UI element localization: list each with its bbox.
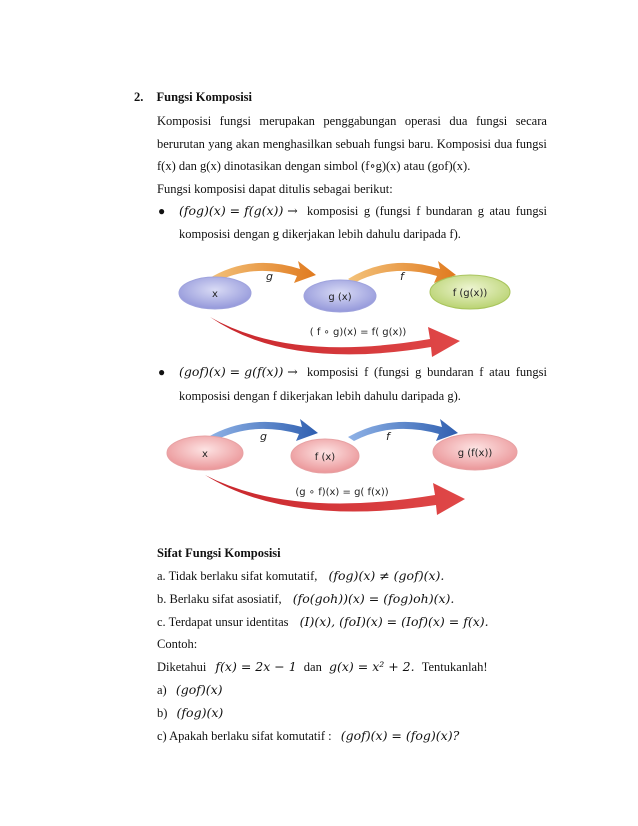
sifat-c (157, 614, 489, 630)
node-fgx-label: f (g(x)) (452, 288, 488, 299)
question-b-math: (fog)(x) (176, 705, 224, 720)
arrow1-label: g (260, 430, 267, 443)
bullet1-formula: (fog)(x) = f(g(x)) → (179, 203, 298, 218)
paragraph-line-2 (157, 136, 547, 152)
question-b (157, 705, 223, 721)
paragraph-word: secara (515, 114, 547, 128)
question-a (157, 682, 223, 698)
paragraph-word: akan (235, 137, 260, 151)
sifat-b-math: (fo(goh))(x) = (fog)oh)(x). (292, 591, 455, 606)
contoh-label: Contoh: (157, 637, 198, 651)
given-text-1: Diketahui (157, 660, 207, 674)
paragraph-2: Fungsi komposisi dapat ditulis sebagai berikut: (157, 182, 393, 196)
section-number: 2. (134, 90, 144, 104)
node-fx-label: f (x) (314, 452, 336, 463)
bullet2-word: f (364, 365, 369, 379)
bullet1-word: komposisi (307, 204, 359, 218)
sifat-a-math: (fog)(x) ≠ (gof)(x). (328, 568, 445, 583)
bullet2-word: atau (489, 365, 510, 379)
paragraph-word: fungsi (515, 137, 547, 151)
sifat-c-text: c. Terdapat unsur identitas (157, 615, 289, 629)
composite-result-label: (g ∘ f)(x) = g( f(x)) (295, 487, 389, 498)
question-a-math: (gof)(x) (175, 682, 223, 697)
bullet2-word: (fungsi (373, 365, 410, 379)
paragraph-word: fungsi (373, 137, 405, 151)
question-c-math: (gof)(x) = (fog)(x)? (340, 728, 460, 743)
bullet2-line-1 (307, 364, 547, 380)
sifat-c-math: (I)(x), (foI)(x) = (Iof)(x) = f(x). (299, 614, 489, 629)
paragraph-word: Komposisi (436, 137, 491, 151)
bullet1-line-2: komposisi dengan g dikerjakan lebih dahulu daripada f). (179, 227, 461, 241)
bullet1-word: g (477, 204, 485, 218)
composite-result-label: ( f ∘ g)(x) = f( g(x)) (309, 327, 407, 338)
bullet1-word: f (416, 204, 421, 218)
question-b-label: b) (157, 706, 168, 720)
arrow-f-icon (348, 419, 458, 441)
node-gx-label: g (x) (328, 292, 352, 303)
paragraph-word: Komposisi (157, 114, 212, 128)
node-x-label: x (212, 289, 218, 300)
sifat-b-text: b. Berlaku sifat asosiatif, (157, 592, 282, 606)
question-c-text: c) Apakah berlaku sifat komutatif : (157, 729, 332, 743)
arrow2-label: f (386, 430, 390, 443)
paragraph-word: menghasilkan (262, 137, 333, 151)
sifat-title: Sifat Fungsi Komposisi (157, 546, 281, 560)
bullet2-line-2: komposisi dengan f dikerjakan lebih dahulu daripada g). (179, 389, 461, 403)
paragraph-word: dua (449, 114, 468, 128)
paragraph-word: dua (494, 137, 513, 151)
bullet2-word: bundaran (427, 365, 474, 379)
bullet2-word: komposisi (307, 365, 359, 379)
bullet1-word: (fungsi (375, 204, 411, 218)
bullet2-word: fungsi (515, 365, 547, 379)
composition-diagram-fog (170, 255, 530, 365)
given-text-2: Tentukanlah! (421, 660, 488, 674)
paragraph-word: fungsi (219, 114, 251, 128)
paragraph-word: yang (208, 137, 233, 151)
sifat-a-text: a. Tidak berlaku sifat komutatif, (157, 569, 318, 583)
node-gfx-label: g (f(x)) (457, 448, 493, 459)
paragraph-word: penggabungan (323, 114, 397, 128)
bullet-dot: ● (158, 204, 166, 218)
bullet1-word: fungsi (515, 204, 547, 218)
bullet1-word: g (363, 204, 371, 218)
bullet2-word: g (415, 365, 422, 379)
composition-diagram-gof (160, 415, 530, 525)
section-title: Fungsi Komposisi (156, 90, 253, 104)
paragraph-word: berurutan (157, 137, 205, 151)
paragraph-line-3: f(x) dan g(x) dinotasikan dengan simbol (f∘g)(x) atau (gof)(x). (157, 159, 471, 173)
given-dan: dan (303, 660, 322, 674)
contoh-given (157, 659, 488, 675)
arrow1-label: g (266, 270, 273, 283)
bullet1-word: atau (489, 204, 511, 218)
given-g: g(x) = x² + 2. (328, 659, 415, 674)
bullet1-line-1 (307, 203, 547, 219)
section-heading (134, 89, 252, 105)
paragraph-word: sebuah (335, 137, 371, 151)
bullet2-formula: (gof)(x) = g(f(x)) → (179, 364, 298, 379)
paragraph-word: baru. (408, 137, 434, 151)
paragraph-word: merupakan (259, 114, 315, 128)
bullet-dot: ● (158, 365, 166, 379)
bullet1-word: bundaran (425, 204, 473, 218)
arrow2-label: f (400, 270, 404, 283)
paragraph-word: fungsi (475, 114, 508, 128)
given-f: f(x) = 2x − 1 (215, 659, 297, 674)
paragraph-word: operasi (404, 114, 441, 128)
sifat-a (157, 568, 444, 584)
question-c (157, 728, 459, 744)
node-x-label: x (202, 449, 208, 460)
bullet2-word: f (479, 365, 484, 379)
question-a-label: a) (157, 683, 167, 697)
sifat-b (157, 591, 454, 607)
paragraph-line-1 (157, 113, 547, 129)
